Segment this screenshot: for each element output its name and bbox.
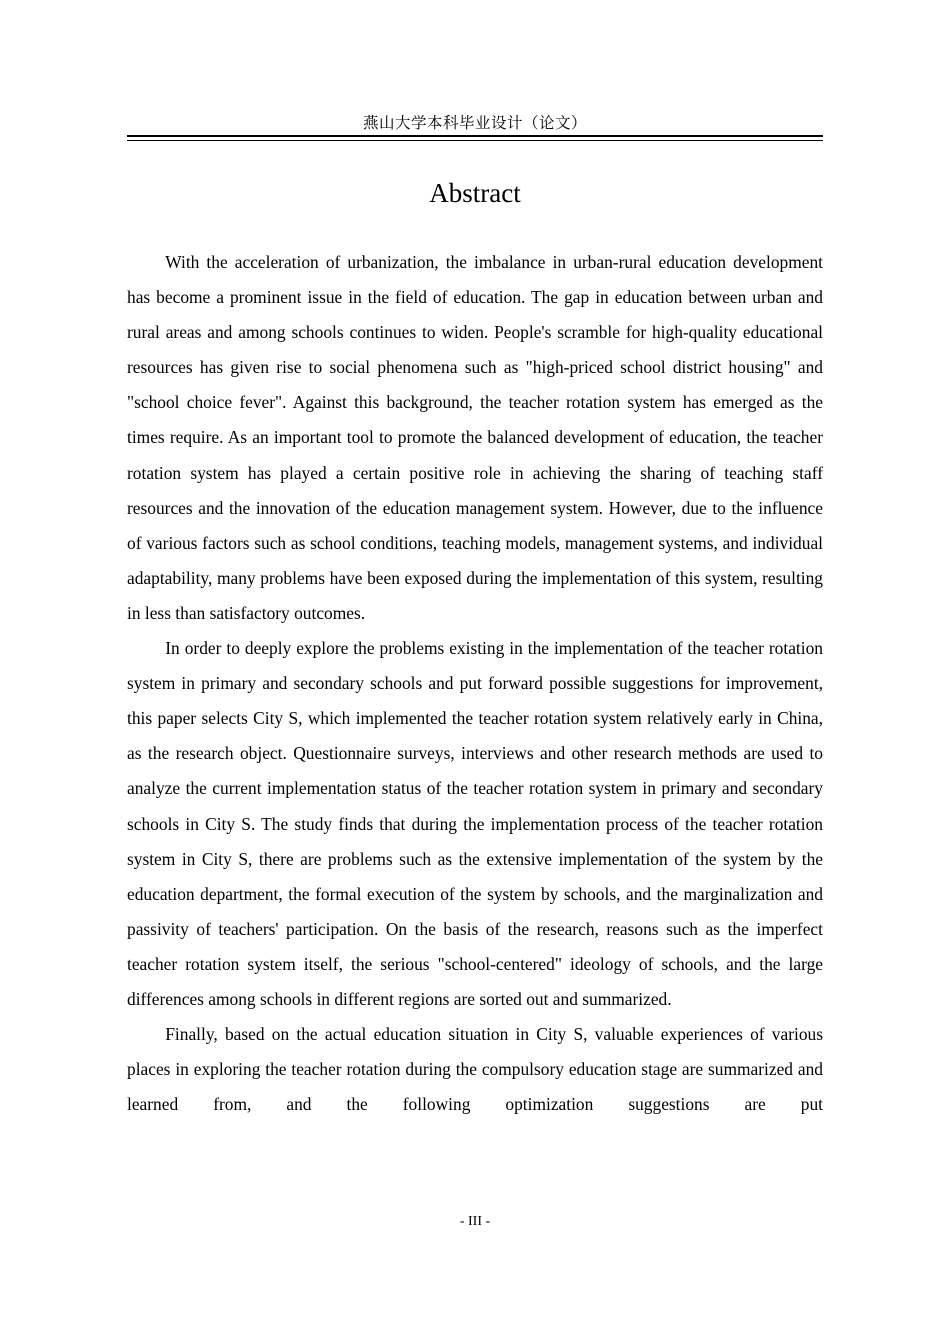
page-number: - III - xyxy=(459,1214,491,1229)
abstract-paragraph-1: With the acceleration of urbanization, the imbalance in urban-rural education development has become a prominent issue in the field of education. The gap in education between urban and rural areas and among schools continues to widen. People's scramble for high-quality educational resources has given rise to social phenomena such as "high-priced school district housing" and "school choice fever". Against this background, the teacher rotation system has emerged as the times require. As an important tool to promote the balanced development of education, the teacher rotation system has played a certain positive role in achieving the sharing of teaching staff resources and the innovation of the education management system. However, due to the influence of various factors such as school conditions, teaching models, management systems, and individual adaptability, many problems have been exposed during the implementation of this system, resulting in less than satisfactory outcomes. xyxy=(127,252,823,623)
abstract-body xyxy=(127,245,823,1122)
abstract-paragraph-3: Finally, based on the actual education situation in City S, valuable experiences of various places in exploring the teacher rotation during the compulsory education stage are summarized and learned from, and the following optimization suggestions are put xyxy=(127,1024,823,1115)
header-rule-thick xyxy=(127,135,823,137)
header-rule-thin xyxy=(127,140,823,141)
running-header: 燕山大学本科毕业设计（论文） xyxy=(362,115,587,132)
abstract-title: Abstract xyxy=(429,178,521,208)
abstract-paragraph-2: In order to deeply explore the problems existing in the implementation of the teacher rotation system in primary and secondary schools and put forward possible suggestions for improvement, this paper selects City S, which implemented the teacher rotation system relatively early in China, as the research object. Questionnaire surveys, interviews and other research methods are used to analyze the current implementation status of the teacher rotation system in primary and secondary schools in City S. The study finds that during the implementation process of the teacher rotation system in City S, there are problems such as the extensive implementation of the system by the education department, the formal execution of the system by schools, and the marginalization and passivity of teachers' participation. On the basis of the research, reasons such as the imperfect teacher rotation system itself, the serious "school-centered" ideology of schools, and the large differences among schools in different regions are sorted out and summarized. xyxy=(127,638,823,1009)
